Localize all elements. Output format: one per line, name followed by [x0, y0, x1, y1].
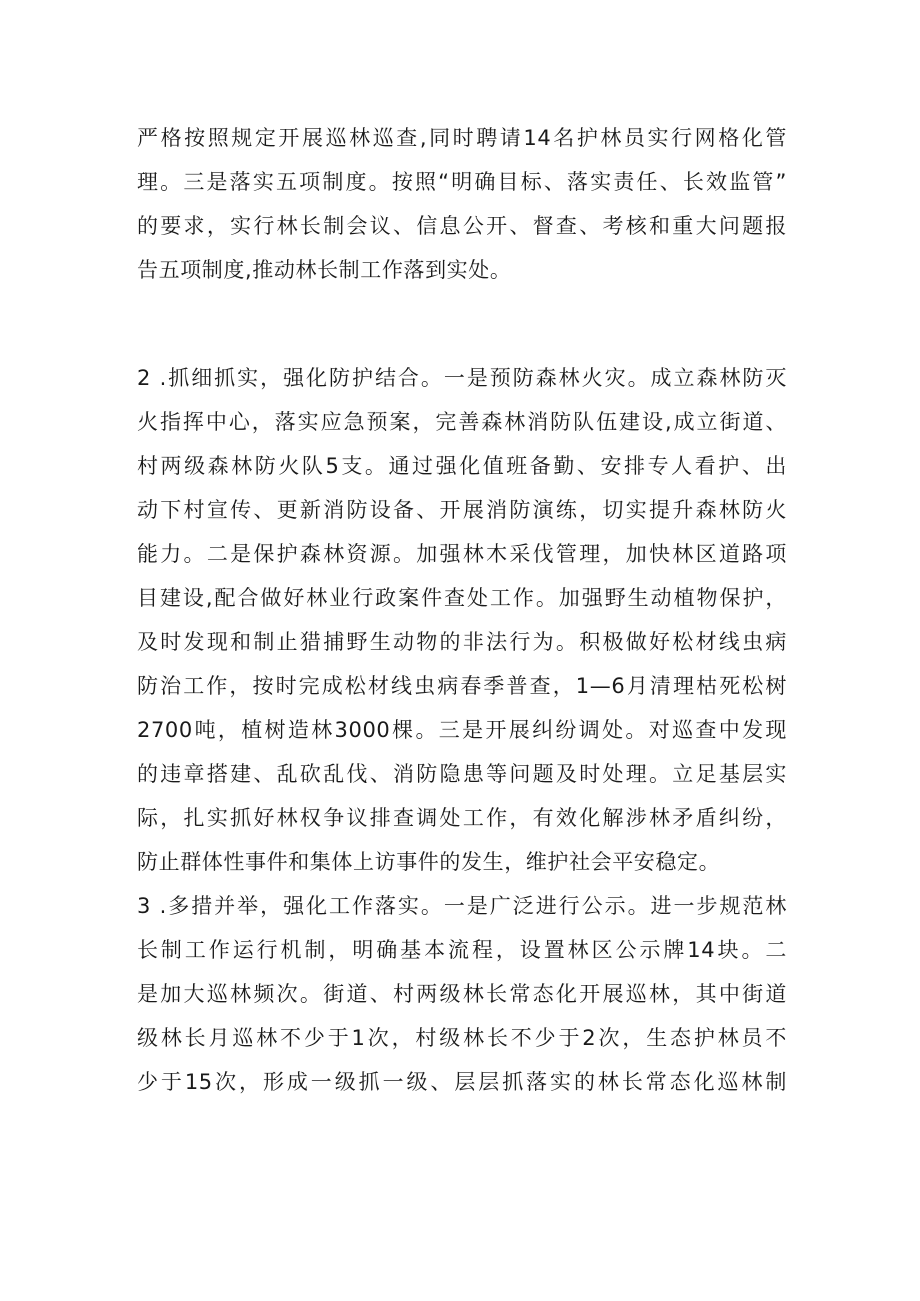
text-line-8: 动下村宣传、更新消防设备、开展消防演练，切实提升森林防火: [137, 498, 787, 522]
text-line-4: 告五项制度,推动林长制工作落到实处。: [137, 258, 512, 282]
text-line-20: 级林长月巡林不少于1次，村级林长不少于2次，生态护林员不: [137, 1026, 787, 1050]
text-line-6: 火指挥中心，落实应急预案，完善森林消防队伍建设,成立街道、: [137, 410, 787, 434]
text-line-21: 少于15次，形成一级抓一级、层层抓落实的林长常态化巡林制: [137, 1070, 787, 1094]
text-line-11: 及时发现和制止猎捕野生动物的非法行为。积极做好松材线虫病: [137, 630, 787, 654]
text-line-12: 防治工作，按时完成松材线虫病春季普查，1—6月清理枯死松树: [137, 674, 787, 698]
text-line-1: 严格按照规定开展巡林巡查,同时聘请14名护林员实行网格化管: [137, 126, 787, 150]
text-line-3: 的要求，实行林长制会议、信息公开、督查、考核和重大问题报: [137, 214, 787, 238]
text-line-14: 的违章搭建、乱砍乱伐、消防隐患等问题及时处理。立足基层实: [137, 762, 787, 786]
text-line-18: 长制工作运行机制，明确基本流程，设置林区公示牌14块。二: [137, 938, 787, 962]
text-line-2: 理。三是落实五项制度。按照“明确目标、落实责任、长效监管”: [137, 170, 787, 194]
text-line-10: 目建设,配合做好林业行政案件查处工作。加强野生动植物保护，: [137, 586, 787, 610]
text-line-13: 2700吨，植树造林3000棵。三是开展纠纷调处。对巡查中发现: [137, 718, 787, 742]
text-line-7: 村两级森林防火队5支。通过强化值班备勤、安排专人看护、出: [137, 454, 787, 478]
text-line-9: 能力。二是保护森林资源。加强林木采伐管理，加快林区道路项: [137, 542, 787, 566]
text-line-5: 2 .抓细抓实，强化防护结合。一是预防森林火灾。成立森林防灭: [137, 366, 787, 390]
text-line-15: 际，扎实抓好林权争议排查调处工作，有效化解涉林矛盾纠纷，: [137, 806, 787, 830]
text-line-17: 3 .多措并举，强化工作落实。一是广泛进行公示。进一步规范林: [137, 894, 787, 918]
text-line-19: 是加大巡林频次。街道、村两级林长常态化开展巡林，其中街道: [137, 982, 787, 1006]
text-line-16: 防止群体性事件和集体上访事件的发生，维护社会平安稳定。: [137, 850, 721, 874]
